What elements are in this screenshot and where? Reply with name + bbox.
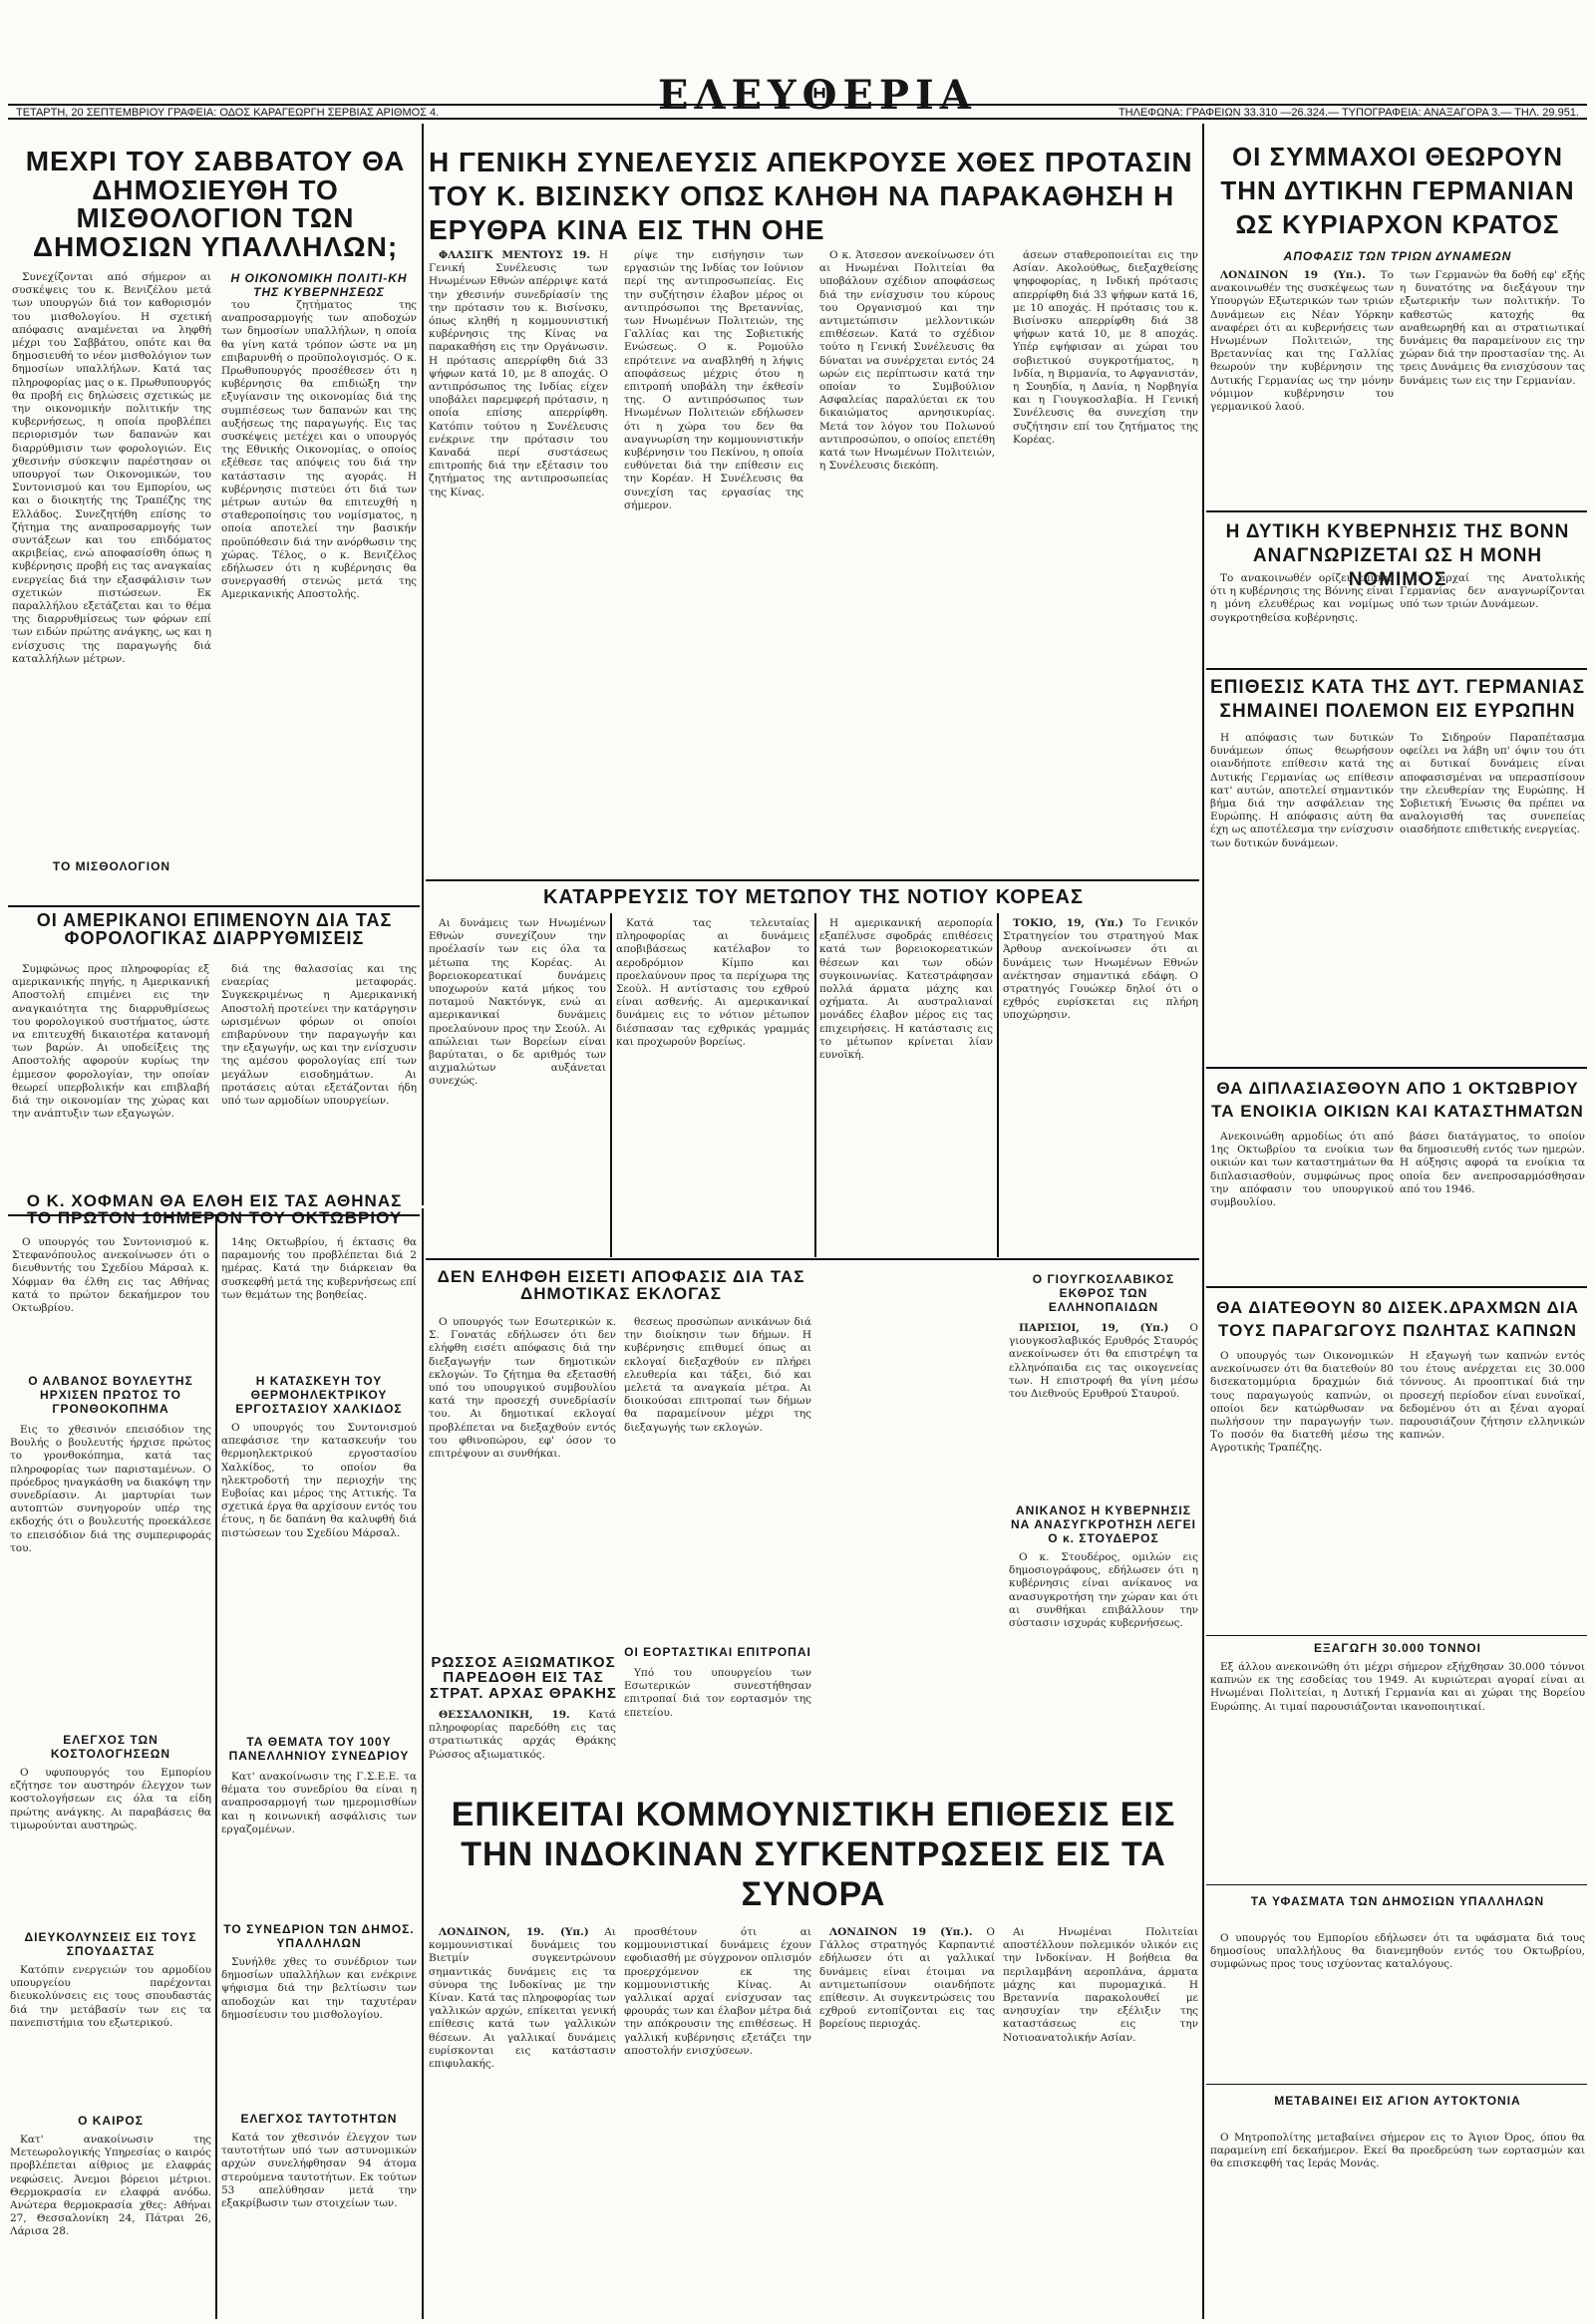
article-body: Κατά τας τελευταίας πληροφορίας αι δυνάμεις αποβιβάσεως κατέλαβον το αεροδρόμιον Κίμπο και προελαύνουν προς τα περίχωρα της Σεούλ. Η αντίστασις του εχθρού είναι ασθενής. Αι αμερικανικαί δυνάμεις εις το νότιον μέτωπον διέσπασαν τας εχθρικάς γραμμάς και προχωρούν βορείως. (616, 917, 809, 1048)
section-rule (1206, 668, 1587, 670)
headline-yugoslav: Ο ΓΙΟΥΓΚΟΣΛΑΒΙΚΟΣ ΕΚΘΡΟΣ ΤΩΝ ΕΛΛΗΝΟΠΑΙΔΩΝ (1032, 1272, 1175, 1314)
headline-committees: ΟΙ ΕΟΡΤΑΣΤΙΚΑΙ ΕΠΙΤΡΟΠΑΙ (624, 1645, 811, 1659)
article-body: Το Σιδηρούν Παραπέτασμα οφείλει να λάβη υπ' όψιν του ότι αι δυτικαί δυνάμεις είναι αποφασισμέναι να υπερασπίσουν την ελευθερίαν της Ευρώπης. Η Σοβιετική Ένωσις θα πρέπει να αναλογισθή τας συνεπείας οιασδήποτε επιθετικής ενεργείας. (1400, 732, 1585, 836)
headline-id-check: ΕΛΕΓΧΟΣ ΤΑΥΤΟΤΗΤΩΝ (240, 2112, 398, 2126)
article-body: Η αμερικανική αεροπορία εξαπέλυσε σφοδράς επιθέσεις κατά των βορειοκορεατικών θέσεων και των οδών συγκοινωνίας. Κατεστράφησαν πολλά άρματα μάχης και οχήματα. Αι αυστραλιαναί μονάδες έλαβον μέρος εις τας επιχειρήσεις. Η κατάστασις εις το μέτωπον κρίνεται λίαν ευνοϊκή. (819, 917, 993, 1062)
headline-indochina: ΕΠΙΚΕΙΤΑΙ ΚΟΜΜΟΥΝΙΣΤΙΚΗ ΕΠΙΘΕΣΙΣ ΕΙΣ ΤΗΝ ΙΝΔΟΚΙΝΑΝ ΣΥΓΚΕΝΤΡΩΣΕΙΣ ΕΙΣ ΤΑ ΣΥΝΟΡΑ (451, 1796, 1176, 1913)
headline-rents: ΘΑ ΔΙΠΛΑΣΙΑΣΘΟΥΝ ΑΠΟ 1 ΟΚΤΩΒΡΙΟΥ ΤΑ ΕΝΟΙΚΙΑ ΟΙΚΙΩΝ ΚΑΙ ΚΑΤΑΣΤΗΜΑΤΩΝ (1211, 1079, 1584, 1121)
headline-bonn: Η ΔΥΤΙΚΗ ΚΥΒΕΡΝΗΣΙΣ ΤΗΣ ΒΟΝΝ ΑΝΑΓΝΩΡΙΖΕΤΑΙ ΩΣ Η ΜΟΝΗ ΝΟΜΙΜΟΣ (1225, 521, 1570, 590)
section-rule (1206, 1884, 1587, 1885)
column-rule (814, 913, 816, 1257)
section-rule (1206, 2084, 1587, 2085)
article-body: ρίψε την εισήγησιν των εργασιών της Ινδίας τον Ιούνιον περί της αντιπροσωπείας. Εις την συζήτησιν έλαβον μέρος οι αντιπρόσωποι της Βρεταννίας, των Ηνωμένων Πολιτειών, της Γαλλίας και της Σοβιετικής Ενώσεως. Ο κ. Ρομούλο επρότεινε να αναβληθή η λήψις αποφάσεως μέχρις ότου η επιτροπή υποβάλη την έκθεσίν της. Ο αντιπρόσωπος των Ηνωμένων Πολιτειών εδήλωσεν ότι η χώρα του δεν θα αναγνωρίση την κομμουνιστικήν κυβέρνησιν του Πεκίνου, η οποία ευθύνεται διά την επίθεσιν εις την Κορέαν. Η Συνέλευσις θα συνεχίση τας εργασίας της σήμερον. (624, 249, 803, 511)
article-body: Η εξαγωγή των καπνών εντός του έτους ανέρχεται εις 30.000 τόννους. Αι προοπτικαί διά την προσεχή περίοδον είναι ευνοϊκαί, δεδομένου ότι αι ξέναι αγοραί παρουσιάζουν ζήτησιν ελληνικών καπνών. (1400, 1350, 1585, 1442)
article-body: Ο υπουργός των Εσωτερικών κ. Σ. Γονατάς εδήλωσεν ότι δεν ελήφθη εισέτι απόφασις διά την διεξαγωγήν των δημοτικών εκλογών. Το ζήτημα θα εξετασθή υπό του υπουργικού συμβουλίου κατά την προσεχή συνεδρίασίν του. Αι δημοτικαί εκλογαί προβλέπεται να διεξαχθούν εντός του φθινοπώρου, εφ' όσον το επιτρέψουν αι συνθήκαι. (429, 1316, 616, 1461)
column-rule (610, 913, 612, 1257)
section-rule (1206, 510, 1587, 512)
article-body: ΛΟΝΔΙΝΟΝ 19 (Υπ.). Ο Γάλλος στρατηγός Καρπαντιέ εδήλωσεν ότι αι γαλλικαί δυνάμεις είναι έτοιμαι να αντιμετωπίσουν οιανδήποτε επίθεσιν. Αι συγκεντρώσεις του εχθρού εντοπίζονται εις τας βορείους περιοχάς. (819, 1926, 995, 2031)
masthead-phones: ΤΗΛΕΦΩΝΑ: ΓΡΑΦΕΙΩΝ 33.310 —26.324.— ΤΥΠΟΓΡΑΦΕΙΑ: ΑΝΑΞΑΓΟΡΑ 3.— ΤΗΛ. 29.951. (1117, 107, 1579, 119)
dateline: ΠΑΡΙΣΙΟΙ, 19, (Υπ.) (1019, 1322, 1169, 1334)
section-rule (8, 905, 420, 907)
article-body: Ο κ. Στουδέρος, ομιλών εις δημοσιογράφους, εδήλωσεν ότι η κυβέρνησις είναι ανίκανος να ανασυγκροτήση την χώραν και ότι αι συνθήκαι επιβάλλουν την σύστασιν ισχυράς κυβερνήσεως. (1009, 1551, 1198, 1630)
article-body: των Γερμανών θα δοθή εφ' εξής η δυνατότης να διεξάγουν την εξωτερικήν των πολιτικήν. Το καθεστώς κατοχής θα αναθεωρηθή και αι στρατιωτικαί δυνάμεις θα παραμείνουν εις την χώραν διά την προστασίαν της. Αι τρεις Δυνάμεις θα ενισχύσουν τας δυνάμεις των εις την Γερμανίαν. (1400, 269, 1585, 387)
column-rule (422, 1208, 424, 2319)
article-body: προσθέτουν ότι αι κομμουνιστικαί δυνάμεις έχουν εφοδιασθή με σύγχρονον οπλισμόν προερχόμενον εκ της κομμουνιστικής Κίνας. Αι γαλλικαί αρχαί ενίσχυσαν τας φρουράς των και έλαβον μέτρα διά την απόκρουσιν της επιθέσεως. Η γαλλική κυβέρνησις εξετάζει την αποστολήν ενισχύσεων. (624, 1926, 811, 2057)
article-body: Αι αρχαί της Ανατολικής Γερμανίας δεν αναγνωρίζονται υπό των τριών Δυνάμεων. (1400, 572, 1585, 611)
article-body: Ο υπουργός των Οικονομικών ανεκοίνωσεν ότι θα διατεθούν 80 δισεκατομμύρια δραχμών διά τους παραγωγούς καπνών, οι οποίοι δεν κατώρθωσαν να πωλήσουν την παραγωγήν των. Το ποσόν θα διατεθή μέσω της Αγροτικής Τραπέζης. (1210, 1350, 1394, 1455)
article-body: Εις το χθεσινόν επεισόδιον της Βουλής ο βουλευτής ήρχισε πρώτος το γρονθοκόπημα, κατά τας πληροφορίας των παρισταμένων. Ο πρόεδρος ηναγκάσθη να διακόψη την συνεδρίασιν. Αι μαρτυρίαι των αυτοπτών συνηγορούν υπέρ της εκδοχής ότι ο βουλευτής προεκάλεσε το επεισόδιον διά της συμπεριφοράς του. (10, 1424, 211, 1554)
article-body: διά της θαλασσίας και της εναερίας μεταφοράς. Συγκεκριμένως η Αμερικανική Αποστολή προτείνει την κατάργησιν ωρισμένων φόρων οι οποίοι επιβαρύνουν την παραγωγήν και την εξαγωγήν, ως και την ενίσχυσιν της αμέσου φορολογίας επί των μεγάλων εισοδημάτων. Αι προτάσεις αύται εξετάζονται ήδη υπό των αρμοδίων υπουργείων. (221, 963, 417, 1108)
headline-thermo-plant: Η ΚΑΤΑΣΚΕΥΗ ΤΟΥ ΘΕΡΜΟΗΛΕΚΤΡΙΚΟΥ ΕΡΓΟΣΤΑΣΙΟΥ ΧΑΛΚΙΔΟΣ (235, 1374, 403, 1416)
column-rule (215, 1216, 217, 2319)
article-body: ΛΟΝΔΙΝΟΝ, 19. (Υπ.) Αι κομμουνιστικαί δυνάμεις του Βιετμίν συγκεντρώνουν σημαντικάς δυνάμεις εις τα σύνορα της Ινδοκίνας με την Κίναν. Κατά τας πληροφορίας των γαλλικών αρχών, επίκειται γενική επίθεσις κατά των γαλλικών θέσεων. Αι γαλλικαί δυνάμεις ευρίσκονται εις κατάστασιν επιφυλακής. (429, 1926, 616, 2071)
article-body: ΘΕΣΣΑΛΟΝΙΚΗ, 19. Κατά πληροφορίας παρεδόθη εις τας στρατιωτικάς αρχάς Θράκης Ρώσσος αξιωματικός. (429, 1709, 616, 1761)
headline-payroll: ΜΕΧΡΙ ΤΟΥ ΣΑΒΒΑΤΟΥ ΘΑ ΔΗΜΟΣΙΕΥΘΗ ΤΟ ΜΙΣΘΟΛΟΓΙΟΝ ΤΩΝ ΔΗΜΟΣΙΩΝ ΥΠΑΛΛΗΛΩΝ; (25, 148, 406, 262)
article-body: Υπό του υπουργείου των Εσωτερικών συνεστήθησαν επιτροπαί διά τον εορτασμόν της επετείου. (624, 1667, 811, 1719)
headline-stouderos: ΑΝΙΚΑΝΟΣ Η ΚΥΒΕΡΝΗΣΙΣ ΝΑ ΑΝΑΣΥΓΚΡΟΤΗΣΗ ΛΕΓΕΙ Ο κ. ΣΤΟΥΔΕΡΟΣ (1011, 1503, 1196, 1545)
article-body: Ο υπουργός του Συντονισμού κ. Στεφανόπουλος ανεκοίνωσεν ότι ο διευθυντής του Σχεδίου Μάρσαλ κ. Χόφμαν θα έλθη εις τας Αθήνας κατά το πρώτον δεκαήμερον του Οκτωβρίου. (12, 1236, 209, 1315)
headline-municipal-elections: ΔΕΝ ΕΛΗΦΘΗ ΕΙΣΕΤΙ ΑΠΟΦΑΣΙΣ ΔΙΑ ΤΑΣ ΔΗΜΟΤΙΚΑΣ ΕΚΛΟΓΑΣ (437, 1268, 805, 1303)
article-body: ΤΟΚΙΟ, 19, (Υπ.) Το Γενικόν Στρατηγείον του στρατηγού Μακ Άρθουρ ανεκοίνωσεν ότι αι δυνάμεις των Ηνωμένων Εθνών ανέκτησαν σημαντικά εδάφη. Ο στρατηγός Γουώκερ δηλοί ότι ο εχθρός ευρίσκεται εις πλήρη υποχώρησιν. (1003, 917, 1198, 1022)
article-body: Συμφώνως προς πληροφορίας εξ αμερικανικής πηγής, η Αμερικανική Αποστολή επιμένει εις την αναγκαιότητα της διαρρυθμίσεως του φορολογικού συστήματος, ώστε να επιτευχθή δικαιοτέρα κατανομή των βαρών. Αι υποδείξεις της Αποστολής αφορούν κυρίως την έμμεσον φορολογίαν, την οποίαν θεωρεί υπερβολικήν και επιβλαβή διά την οικονομίαν της χώρας και την ανάπτυξιν των εξαγωγών. (12, 963, 209, 1121)
column-rule (422, 124, 424, 1205)
article-body: Εξ άλλου ανεκοινώθη ότι μέχρι σήμερον εξήχθησαν 30.000 τόννοι καπνών εκ της εσοδείας του 1949. Αι κυριώτεραι αγοραί είναι αι Ηνωμέναι Πολιτείαι, η Δυτική Γερμανία και αι χώραι της Βορείου Ευρώπης. Αι τιμαί παρουσιάζονται ικανοποιητικαί. (1210, 1661, 1585, 1713)
section-rule (1206, 1286, 1587, 1288)
article-body: βάσει διατάγματος, το οποίον θα δημοσιευθή εντός των ημερών. Η αύξησις αφορά τα ενοίκια τα οποία δεν ανεπροσαρμόσθησαν από του 1946. (1400, 1131, 1585, 1195)
subhead-economic-policy: Η ΟΙΚΟΝΟΜΙΚΗ ΠΟΛΙΤΙ-ΚΗ ΤΗΣ ΚΥΒΕΡΝΗΣΕΩΣ (230, 271, 408, 299)
section-rule (1206, 1067, 1587, 1069)
headline-attack-germany: ΕΠΙΘΕΣΙΣ ΚΑΤΑ ΤΗΣ ΔΥΤ. ΓΕΡΜΑΝΙΑΣ ΣΗΜΑΙΝΕΙ ΠΟΛΕΜΟΝ ΕΙΣ ΕΥΡΩΠΗΝ (1210, 677, 1585, 722)
article-body: Αι δυνάμεις των Ηνωμένων Εθνών συνεχίζουν την προέλασίν των εις όλα τα μέτωπα της Κορέας. Αι βορειοκορεατικαί δυνάμεις υποχωρούν κατά μήκος του ποταμού Νακτόνγκ, ενώ αι αμερικανικαί δυνάμεις προελαύνουν προς την Σεούλ. Αι απώλειαι των Βορείων είναι βαρύταται, ο δε αριθμός των αιχμαλώτων αυξάνεται συνεχώς. (429, 917, 606, 1088)
article-body: Το ανακοινωθέν ορίζει επίσης ότι η κυβέρνησις της Βόννης είναι η μόνη ελευθέρως και νομίμως συγκροτηθείσα κυβέρνησις. (1210, 572, 1394, 624)
dateline: ΛΟΝΔΙΝΟΝ, 19. (Υπ.) (439, 1926, 589, 1938)
article-body: του ζητήματος της αναπροσαρμογής των αποδοχών των δημοσίων υπαλλήλων, η οποία θα γίνη κατά τρόπον ώστε να μη επιβαρυνθή ο προϋπολογισμός. Ο κ. Πρωθυπουργός προσέθεσεν ότι η κυβέρνησις θα επιδιώξη την εξυγίανσιν της οικονομίας διά της συμπιέσεως των δαπανών και της αυξήσεως της παραγωγής. Εις τας συσκέψεις μετέχει και ο υπουργός της Εθνικής Οικονομίας, ο οποίος εξέθεσε τας απόψεις του διά την κατάστασιν της αγοράς. Η κυβέρνησις πιστεύει ότι διά των μέτρων αυτών θα επιτευχθή η σταθεροποίησις του νομίσματος, η οποία αποτελεί την βασικήν προϋπόθεσιν διά την ανόρθωσιν της χώρας. Τέλος, ο κ. Βενιζέλος εδήλωσεν ότι η κυβέρνησις θα συνεργασθή στενώς μετά της Αμερικανικής Αποστολής. (221, 299, 417, 601)
subhead-payroll: ΤΟ ΜΙΣΘΟΛΟΓΙΟΝ (52, 859, 171, 873)
headline-weather: Ο ΚΑΙΡΟΣ (78, 2114, 144, 2128)
section-rule (1206, 1635, 1587, 1636)
article-body: Κατά τον χθεσινόν έλεγχον των ταυτοτήτων υπό των αστυνομικών αρχών συνελήφθησαν 94 άτομα στερούμενα ταυτοτήτων. Εκ τούτων 53 απελύθησαν μετά την εξακρίβωσιν των στοιχείων των. (221, 2132, 417, 2210)
headline-americans-tax: ΟΙ ΑΜΕΡΙΚΑΝΟΙ ΕΠΙΜΕΝΟΥΝ ΔΙΑ ΤΑΣ ΦΟΡΟΛΟΓΙΚΑΣ ΔΙΑΡΡΥΘΜΙΣΕΙΣ (36, 911, 393, 948)
dateline: ΛΟΝΔΙΝΟΝ 19 (Υπ.). (1220, 269, 1366, 281)
article-body: θεσεως προσώπων ανικάνων διά την διοίκησιν των δήμων. Η κυβέρνησις επιθυμεί όπως αι εκλογαί διεξαχθούν εν πλήρει ελευθερία και τάξει, διό και μελετά τα αναγκαία μέτρα. Αι διοικούσαι επιτροπαί των δήμων θα παραμείνουν μέχρι της διεξαγωγής των εκλογών. (624, 1316, 811, 1434)
article-body: Κατ' ανακοίνωσιν της Γ.Σ.Ε.Ε. τα θέματα του συνεδρίου θα είναι η αναπροσαρμογή των ημερομισθίων και η κοινωνική ασφάλισις των εργαζομένων. (221, 1771, 417, 1835)
column-rule (997, 913, 999, 1257)
article-body: Συνεχίζονται από σήμερον αι συσκέψεις του κ. Βενιζέλου μετά των υπουργών διά τον καθορισμόν του μισθολογίου. Η σχετική απόφασις αναμένεται να ληφθή μέχρι του Σαββάτου, οπότε και θα δημοσιευθή το νέον μισθολόγιον των δημοσίων υπαλλήλων. Κατά τας πληροφορίας μας ο κ. Πρωθυπουργός θα προβή εις δηλώσεις σχετικώς με την οικονομικήν πολιτικήν της κυβερνήσεως, η οποία προβλέπει περιορισμόν των δαπανών και διαρρύθμισιν των φορολογιών. Εις χθεσινήν σύσκεψιν παρέστησαν οι υπουργοί των Οικονομικών, του Συντονισμού και του Εμπορίου, ως και ο διοικητής της Τραπέζης της Ελλάδος. Συνεζητήθη επίσης το ζήτημα της αναπροσαρμογής των συντάξεων και του επιδόματος ακριβείας, ενώ αποφασίσθη όπως η κυβέρνησις προβή εις τας αναγκαίας ενεργείας διά την εξασφάλισιν των σχετικών πιστώσεων. Εκ παραλλήλου εξετάζεται και το θέμα της διαρρυθμίσεως των φόρων επί των ειδών πρώτης ανάγκης, ως και η ενίσχυσις της παραγωγής διά καταλλήλων μέτρων. (12, 271, 211, 665)
subhead-three-powers: ΑΠΟΦΑΣΙΣ ΤΩΝ ΤΡΙΩΝ ΔΥΝΑΜΕΩΝ (1283, 249, 1512, 263)
article-body: Αι Ηνωμέναι Πολιτείαι αποστέλλουν πολεμικόν υλικόν εις την Ινδοκίναν. Η βοήθεια θα περιλαμβάνη αεροπλάνα, άρματα μάχης και πυρομαχικά. Η Βρεταννία παρακολουθεί με ανησυχίαν την εξέλιξιν της καταστάσεως εις την Νοτιοανατολικήν Ασίαν. (1003, 1926, 1198, 2044)
dateline: ΤΟΚΙΟ, 19, (Υπ.) (1013, 917, 1123, 929)
headline-scholars: ΔΙΕΥΚΟΛΥΝΣΕΙΣ ΕΙΣ ΤΟΥΣ ΣΠΟΥΔΑΣΤΑΣ (24, 1930, 197, 1958)
headline-cost-control: ΕΛΕΓΧΟΣ ΤΩΝ ΚΟΣΤΟΛΟΓΗΣΕΩΝ (50, 1733, 171, 1761)
article-body: ΦΛΑΣΙΓΚ ΜΕΝΤΟΥΣ 19. Η Γενική Συνέλευσις των Ηνωμένων Εθνών απέρριψε κατά την χθεσινήν συνεδρίασίν της την πρότασιν του κ. Βισίνσκυ, όπως κληθή η κομμουνιστική κυβέρνησις της Κίνας να παρακαθήση εις την Οργάνωσιν. Η πρότασις απερρίφθη διά 33 ψήφων κατά 10, με 8 αποχάς. Ο αντιπρόσωπος της Ινδίας είχεν υποβάλει παρεμφερή πρότασιν, η οποία επίσης απερρίφθη. Κατόπιν τούτου η Συνέλευσις ενέκρινε την πρότασιν του Καναδά περί συστάσεως επιτροπής διά την εξέτασιν του ζητήματος της αντιπροσωπείας της Κίνας. (429, 249, 608, 498)
headline-korea: ΚΑΤΑΡΡΕΥΣΙΣ ΤΟΥ ΜΕΤΩΠΟΥ ΤΗΣ ΝΟΤΙΟΥ ΚΟΡΕΑΣ (543, 887, 1084, 908)
article-body: Κατόπιν ενεργειών του αρμοδίου υπουργείου παρέχονται διευκολύνσεις εις τους σπουδαστάς διά την μετάβασίν των εις τα πανεπιστήμια του εξωτερικού. (10, 1964, 211, 2029)
headline-allies-germany: ΟΙ ΣΥΜΜΑΧΟΙ ΘΕΩΡΟΥΝ ΤΗΝ ΔΥΤΙΚΗΝ ΓΕΡΜΑΝΙΑΝ ΩΣ ΚΥΡΙΑΡΧΟΝ ΚΡΑΤΟΣ (1220, 142, 1575, 239)
headline-russian-officer: ΡΩΣΣΟΣ ΑΞΙΩΜΑΤΙΚΟΣ ΠΑΡΕΔΟΘΗ ΕΙΣ ΤΑΣ ΣΤΡΑΤ. ΑΡΧΑΣ ΘΡΑΚΗΣ (430, 1655, 617, 1701)
headline-lead-visinsky: Η ΓΕΝΙΚΗ ΣΥΝΕΛΕΥΣΙΣ ΑΠΕΚΡΟΥΣΕ ΧΘΕΣ ΠΡΟΤΑΣΙΝ ΤΟΥ Κ. ΒΙΣΙΝΣΚΥ ΟΠΩΣ ΚΛΗΘΗ ΝΑ ΠΑΡΑΚΑΘΗΣΗ Η ΕΡΥΘΡΑ ΚΙΝΑ ΕΙΣ ΤΗΝ ΟΗΕ (429, 147, 1193, 245)
article-body: Ο υπουργός του Εμπορίου εδήλωσεν ότι τα υφάσματα διά τους δημοσίους υπαλλήλους θα διανεμηθούν εντός του Οκτωβρίου, συμφώνως προς τους ισχύοντας καταλόγους. (1210, 1932, 1585, 1971)
column-rule (1202, 124, 1204, 2319)
dateline: ΦΛΑΣΙΓΚ ΜΕΝΤΟΥΣ 19. (439, 249, 591, 261)
masthead-strip (8, 104, 1587, 120)
headline-tobacco: ΘΑ ΔΙΑΤΕΘΟΥΝ 80 ΔΙΣΕΚ.ΔΡΑΧΜΩΝ ΔΙΑ ΤΟΥΣ ΠΑΡΑΓΩΓΟΥΣ ΠΩΛΗΤΑΣ ΚΑΠΝΩΝ (1216, 1298, 1579, 1340)
article-body: Ο υφυπουργός του Εμπορίου εζήτησε τον αυστηρόν έλεγχον των κοστολογήσεων εις όλα τα είδη πρώτης ανάγκης. Αι παραβάσεις θα τιμωρούνται αυστηρώς. (10, 1767, 211, 1831)
article-body: Η απόφασις των δυτικών δυνάμεων όπως θεωρήσουν οιανδήποτε επίθεσιν κατά της Δυτικής Γερμανίας ως επίθεσιν κατ' αυτών, αποτελεί σημαντικόν βήμα διά την ασφάλειαν της Ευρώπης. Η απόφασις αύτη θα έχη ως αποτέλεσμα την ενίσχυσιν των δυτικών δυνάμεων. (1210, 732, 1394, 849)
headline-clerks: ΤΟ ΣΥΝΕΔΡΙΟΝ ΤΩΝ ΔΗΜΟΣ. ΥΠΑΛΛΗΛΩΝ (223, 1922, 415, 1950)
article-body: ΛΟΝΔΙΝΟΝ 19 (Υπ.). Το ανακοινωθέν της συσκέψεως των Υπουργών Εξωτερικών των τριών Δυνάμεων εις Νέαν Υόρκην αναφέρει ότι αι κυβερνήσεις των Ηνωμένων Πολιτειών, της Βρεταννίας και της Γαλλίας θεωρούν την κυβέρνησιν της Δυτικής Γερμανίας ως την μόνην νόμιμον κυβέρνησιν του γερμανικού λαού. (1210, 269, 1394, 414)
dateline: ΛΟΝΔΙΝΟΝ 19 (Υπ.). (829, 1926, 973, 1938)
masthead-date-address: ΤΕΤΑΡΤΗ, 20 ΣΕΠΤΕΜΒΡΙΟΥ ΓΡΑΦΕΙΑ: ΟΔΟΣ ΚΑΡΑΓΕΩΡΓΗ ΣΕΡΒΙΑΣ ΑΡΙΘΜΟΣ 4. (16, 107, 440, 119)
article-body: Ανεκοινώθη αρμοδίως ότι από 1ης Οκτωβρίου τα ενοίκια των οικιών και των καταστημάτων θα διπλασιασθούν, συμφώνως προς την απόφασιν του υπουργικού συμβουλίου. (1210, 1131, 1394, 1209)
headline-fabrics: ΤΑ ΥΦΑΣΜΑΤΑ ΤΩΝ ΔΗΜΟΣΙΩΝ ΥΠΑΛΛΗΛΩΝ (1250, 1894, 1545, 1908)
article-body: 14ης Οκτωβρίου, ή έκτασις θα παραμονής του προβλέπεται διά 2 ημέρας. Κατά την διάρκειαν θα συσκεφθή μετά της κυβερνήσεως επί των θεμάτων της βοηθείας. (221, 1236, 417, 1301)
article-body: Συνήλθε χθες το συνέδριον των δημοσίων υπαλλήλων και ενέκρινε ψήφισμα διά την βελτίωσιν των αποδοχών και την ταχυτέραν δημοσίευσιν του μισθολογίου. (221, 1956, 417, 2021)
dateline: ΘΕΣΣΑΛΟΝΙΚΗ, 19. (439, 1709, 570, 1721)
headline-congress: ΤΑ ΘΕΜΑΤΑ ΤΟΥ 100Υ ΠΑΝΕΛΛΗΝΙΟΥ ΣΥΝΕΔΡΙΟΥ (228, 1735, 410, 1763)
headline-hoffman: Ο Κ. ΧΟΦΜΑΝ ΘΑ ΕΛΘΗ ΕΙΣ ΤΑΣ ΑΘΗΝΑΣ ΤΟ ΠΡΩΤΟΝ 10ΗΜΕΡΟΝ ΤΟΥ ΟΚΤΩΒΡΙΟΥ (26, 1192, 403, 1227)
article-body: Κατ' ανακοίνωσιν της Μετεωρολογικής Υπηρεσίας ο καιρός προβλέπεται αίθριος με ελαφράς νεφώσεις. Άνεμοι βόρειοι μέτριοι. Θερμοκρασία εν ελαφρά ανόδω. Ανώτερα θερμοκρασία χθες: Αθήναι 27, Θεσσαλονίκη 24, Πάτραι 26, Λάρισα 28. (10, 2134, 211, 2238)
article-body: Ο κ. Άτσεσον ανεκοίνωσεν ότι αι Ηνωμέναι Πολιτείαι θα υποβάλουν σχέδιον αποφάσεως διά την ενίσχυσιν του κύρους του Οργανισμού και την αντιμετώπισιν μελλοντικών επιθέσεων. Κατά το σχέδιον τούτο η Γενική Συνέλευσις θα δύναται να συνέρχεται εντός 24 ωρών εις περίπτωσιν κατά την οποίαν το Συμβούλιον Ασφαλείας παραλύεται εκ του δικαιώματος αρνησικυρίας. Μετά τον λόγον του Πολωνού αντιπροσώπου, ο οποίος επετέθη κατά των Ηνωμένων Πολιτειών, η Συνέλευσις διεκόπη. (819, 249, 995, 473)
newspaper-title: ΕΛΕΥΘΕΡΙΑ (658, 72, 977, 119)
article-body: ΠΑΡΙΣΙΟΙ, 19, (Υπ.) Ο γιουγκοσλαβικός Ερυθρός Σταυρός ανεκοίνωσεν ότι θα επιστρέψη τα ελληνόπαιδα εις τας οικογενείας των. Η επιστροφή θα γίνη μέσω του Διεθνούς Ερυθρού Σταυρού. (1009, 1322, 1198, 1401)
article-body: άσεων σταθεροποιείται εις την Ασίαν. Ακολούθως, διεξαχθείσης ψηφοφορίας, η Ινδική πρότασις απερρίφθη διά 33 ψήφων κατά 16, με 10 αποχάς. Η πρότασις του κ. Βισίνσκυ απερρίφθη διά 38 ψήφων κατά 10, με 8 αποχάς. Υπέρ εψήφισαν αι χώραι του σοβιετικού συγκροτήματος, η Ινδία, η Βιρμανία, το Αφγανιστάν, η Σουηδία, η Δανία, η Νορβηγία και η Γιουγκοσλαβία. Η Γενική Συνέλευσις θα συνεχίση την συζήτησιν επί του ζητήματος της Κορέας. (1013, 249, 1198, 446)
section-rule (426, 879, 1199, 881)
headline-mp: Ο ΑΛΒΑΝΟΣ ΒΟΥΛΕΥΤΗΣ ΗΡΧΙΣΕΝ ΠΡΩΤΟΣ ΤΟ ΓΡΟΝΘΟΚΟΠΗΜΑ (28, 1374, 193, 1416)
article-body: Ο Μητροπολίτης μεταβαίνει σήμερον εις το Άγιον Όρος, όπου θα παραμείνη επί δεκαήμερον. Εκεί θα προεδρεύση των εορτασμών και θα επισκεφθή τας Ιεράς Μονάς. (1210, 2132, 1585, 2170)
article-body: Ο υπουργός του Συντονισμού απεφάσισε την κατασκευήν του θερμοηλεκτρικού εργοστασίου Χαλκίδος, το οποίον θα ηλεκτροδοτή την περιοχήν της Ευβοίας και μέρος της Αττικής. Τα σχετικά έργα θα αρχίσουν εντός του έτους, η δε δαπάνη θα καλυφθή διά πιστώσεων του Σχεδίου Μάρσαλ. (221, 1422, 417, 1539)
section-rule (426, 1258, 1199, 1260)
headline-departing: ΜΕΤΑΒΑΙΝΕΙ ΕΙΣ ΑΓΙΟΝ ΑΥΤΟΚΤΟΝΙΑ (1274, 2094, 1521, 2108)
headline-tobacco-export: ΕΞΑΓΩΓΗ 30.000 ΤΟΝΝΟΙ (1314, 1641, 1481, 1655)
